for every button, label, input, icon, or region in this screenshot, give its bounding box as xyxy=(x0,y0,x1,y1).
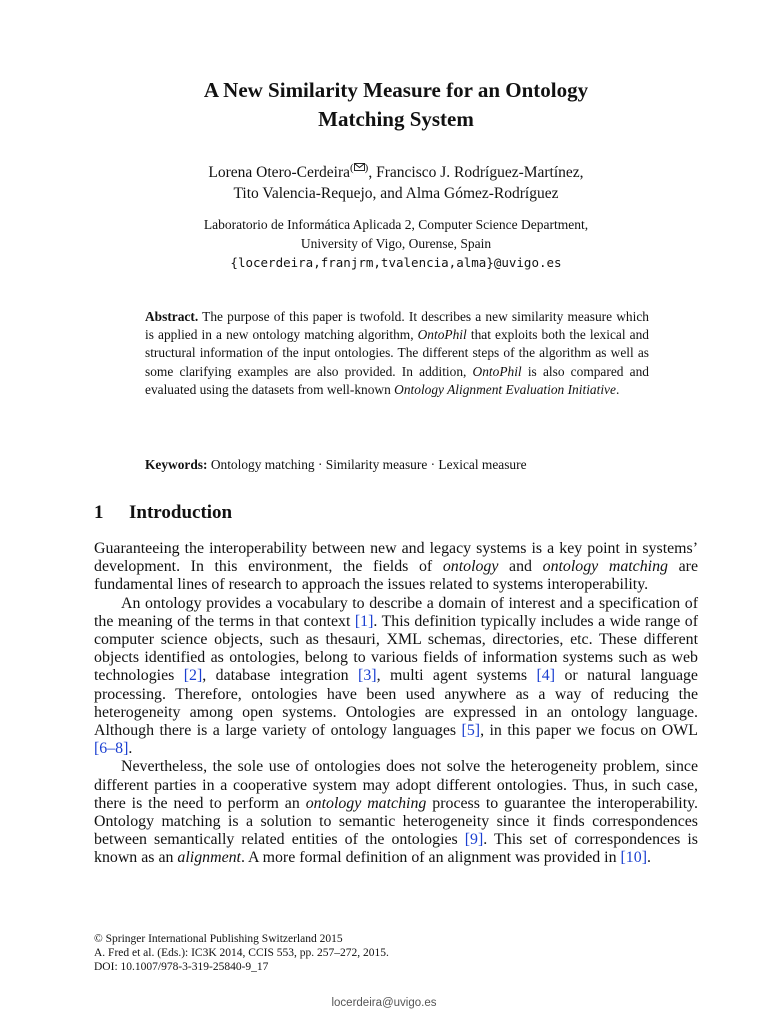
keywords xyxy=(145,456,655,474)
watermark-email: locerdeira@uvigo.es xyxy=(331,997,437,1009)
affiliation-line-1: Laboratorio de Informática Aplicada 2, Computer Science Department, xyxy=(203,217,589,232)
title-line-1: A New Similarity Measure for an Ontology xyxy=(203,78,589,102)
section-title: Introduction xyxy=(129,502,233,523)
copyright-line: © Springer International Publishing Switzerland 2015 xyxy=(94,933,343,945)
envelope-icon xyxy=(354,162,365,174)
citation-link[interactable]: [6–8] xyxy=(94,740,129,758)
doi-line: DOI: 10.1007/978-3-319-25840-9_17 xyxy=(94,960,269,973)
author-emails: {locerdeira,franjrm,tvalencia,alma}@uvigo.es xyxy=(230,255,562,270)
affiliation-line-2: University of Vigo, Ourense, Spain xyxy=(300,236,492,251)
affiliation xyxy=(94,215,698,272)
paragraph: An ontology provides a vocabulary to describe a domain of interest and a specification of the meaning of the terms in that context [1]. This definition typically includes a wide range of computer science objects, such as thesauri, XML schemas, directories, etc. These different objects identified as ontologies, belong to various fields of information systems such as web technologies [2], database integration [3], multi agent systems [4] or natural language processing. Therefore, ontologies have been used anywhere as a way of reducing the heterogeneity among open systems. Ontologies are expressed in an ontology language. Although there is a large variety of ontology languages [5], in this paper we focus on OWL [6–8]. xyxy=(94,594,699,758)
paper-title xyxy=(94,76,698,134)
authors-line-1 xyxy=(94,162,698,183)
abstract: Abstract. The purpose of this paper is twofold. It describes a new similarity measure which is applied in a new ontology matching algorithm, OntoPhil that exploits both the lexical and structural information of the input ontologies. The different steps of the algorithm as well as some clarifying examples are also provided. In addition, OntoPhil is also compared and evaluated using the datasets from well-known Ontology Alignment Evaluation Initiative. xyxy=(145,309,649,397)
corresponding-author-marker: ( ) xyxy=(350,161,369,174)
citation-link[interactable]: [2] xyxy=(183,667,203,685)
author-names: , Francisco J. Rodríguez-Martínez, xyxy=(368,164,584,181)
citation-link[interactable]: [1] xyxy=(354,612,374,630)
citation-line: A. Fred et al. (Eds.): IC3K 2014, CCIS 553, pp. 257–272, 2015. xyxy=(94,946,389,959)
author-name: Lorena Otero-Cerdeira xyxy=(208,164,350,181)
authors-line-2: Tito Valencia-Requejo, and Alma Gómez-Rodríguez xyxy=(233,185,559,202)
copyright-footer xyxy=(94,933,698,974)
section-number: 1 xyxy=(94,502,104,523)
title-line-2: Matching System xyxy=(318,107,474,131)
citation-link[interactable]: [5] xyxy=(461,722,481,740)
keywords-label: Keywords: xyxy=(145,457,208,472)
keywords-text: Ontology matching · Similarity measure · Lexical measure xyxy=(207,457,527,472)
abstract-label: Abstract. xyxy=(145,309,199,324)
section-heading xyxy=(94,502,232,524)
citation-link[interactable]: [3] xyxy=(358,667,377,685)
paragraph: Nevertheless, the sole use of ontologies does not solve the heterogeneity problem, since different parties in a cooperative system may adopt different ontologies. Thus, in such case, there is the need to perform an ontology matching process to guarantee the interoperability. Ontology matching is a solution to semantic heterogeneity since it finds correspondences between semantically related entities of the ontologies [9]. This set of correspondences is known as an alignment. A more formal definition of an alignment was provided in [10]. xyxy=(94,758,698,867)
citation-link[interactable]: [4] xyxy=(536,667,556,685)
introduction-body xyxy=(94,540,698,868)
citation-link[interactable]: [9] xyxy=(464,831,484,849)
author-list xyxy=(94,162,698,204)
citation-link[interactable]: [10] xyxy=(620,849,647,867)
paragraph: Guaranteeing the interoperability between new and legacy systems is a key point in systems’ development. In this environment, the fields of ontology and ontology matching are fundamental lines of research to approach the issues related to systems interoperability. xyxy=(94,540,699,594)
